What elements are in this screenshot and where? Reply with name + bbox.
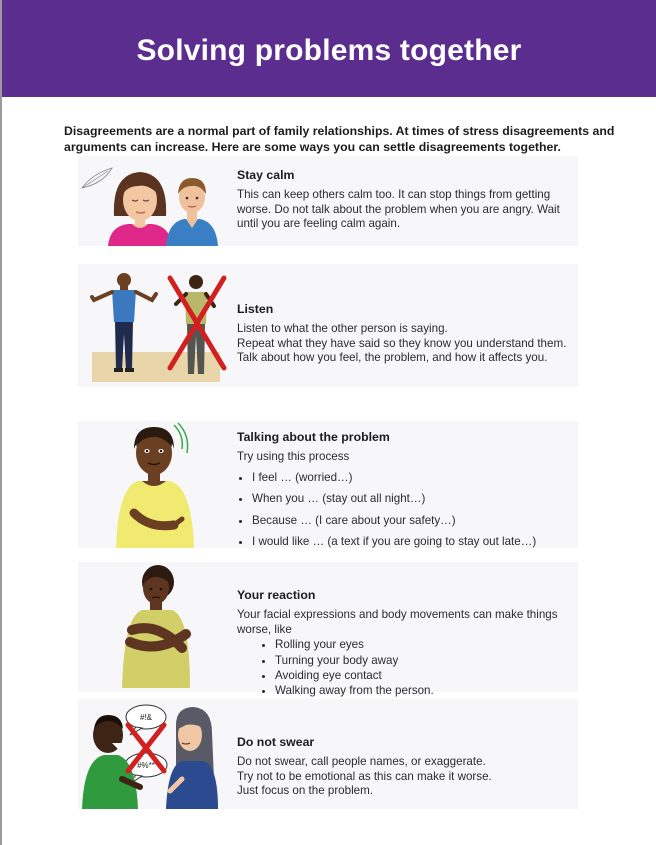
list-item: • Rolling your eyes bbox=[275, 637, 577, 652]
section-do-not-swear bbox=[78, 699, 578, 809]
list-item: • When you … (stay out all night…) bbox=[252, 488, 577, 510]
section-reaction bbox=[78, 562, 578, 698]
header-banner bbox=[2, 0, 656, 97]
section-title: Do not swear bbox=[237, 735, 315, 749]
section-stay-calm bbox=[78, 156, 578, 246]
section-intro: Try using this process bbox=[237, 450, 350, 463]
section-title: Stay calm bbox=[237, 168, 295, 182]
bubble-text: #!& bbox=[139, 713, 153, 722]
section-line: Try not to be emotional as this can make it worse. bbox=[237, 769, 492, 783]
talking-woman-icon bbox=[78, 421, 230, 548]
arms-crossed-icon bbox=[78, 562, 230, 692]
list-item: • Walking away from the person. bbox=[275, 683, 577, 698]
list-item: • Turning your body away bbox=[275, 653, 577, 668]
section-title: Listen bbox=[237, 302, 274, 316]
section-listen bbox=[78, 264, 578, 387]
section-bullets bbox=[237, 467, 577, 553]
section-line: Listen to what the other person is saying. bbox=[237, 322, 448, 335]
intro-text: Disagreements are a normal part of family relationships. At times of stress disagreements and arguments can increase. Here are some ways you can settle disagreements together. bbox=[64, 124, 615, 155]
listen-people-icon bbox=[78, 264, 230, 387]
section-line: Do not swear, call people names, or exaggerate. bbox=[237, 755, 486, 768]
list-item: • Avoiding eye contact bbox=[275, 668, 577, 683]
section-intro: Your facial expressions and body movements can make things worse, like bbox=[237, 608, 558, 636]
bubble-text: #%** bbox=[137, 761, 155, 770]
section-line: Just focus on the problem. bbox=[237, 784, 373, 798]
section-bullets bbox=[237, 637, 577, 699]
no-swearing-icon bbox=[78, 699, 230, 809]
list-item: • I feel … (worried…) bbox=[252, 467, 577, 489]
section-body: This can keep others calm too. It can stop things from getting worse. Do not talk about the problem when you are angry. Wait until you are feeling calm again. bbox=[237, 188, 560, 231]
list-item: • I would like … (a text if you are going to stay out late…) bbox=[252, 531, 577, 553]
calm-people-icon bbox=[78, 156, 230, 246]
section-talking bbox=[78, 421, 578, 548]
section-line: Talk about how you feel, the problem, and how it affects you. bbox=[237, 351, 548, 365]
page-edge bbox=[0, 0, 2, 845]
section-line: Repeat what they have said so they know you understand them. bbox=[237, 336, 567, 350]
section-title: Your reaction bbox=[237, 588, 316, 602]
list-item: • Because … (I care about your safety…) bbox=[252, 510, 577, 532]
section-title: Talking about the problem bbox=[237, 430, 390, 444]
page-title: Solving problems together bbox=[136, 33, 522, 67]
